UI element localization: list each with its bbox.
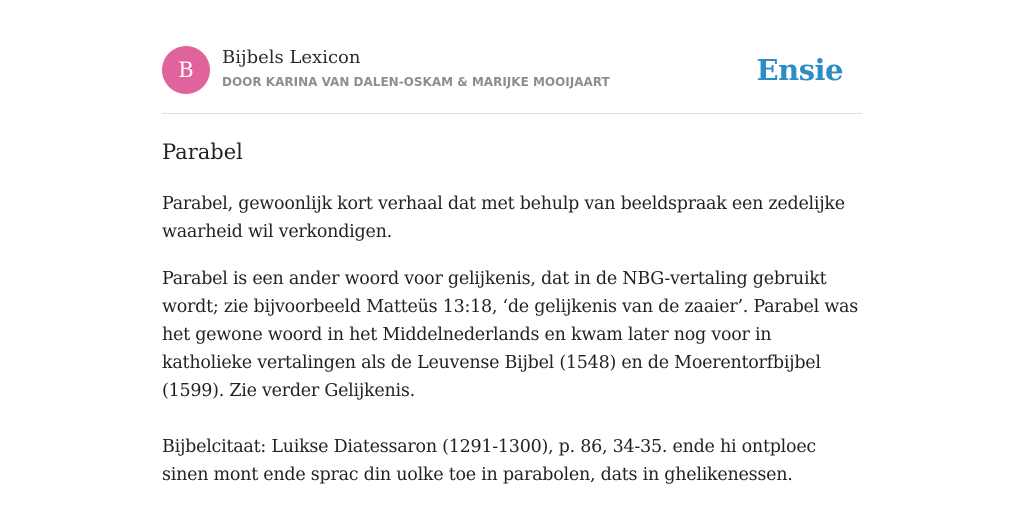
author-line: DOOR KARINA VAN DALEN-OSKAM & MARIJKE MOOIJAART xyxy=(222,75,610,89)
entry-content xyxy=(162,136,862,489)
header-divider xyxy=(162,113,862,114)
definition-paragraph: Parabel, gewoonlijk kort verhaal dat met behulp van beeldspraak een zedelijke waarheid wil verkondigen. xyxy=(162,194,845,242)
explanation-paragraph: Parabel is een ander woord voor gelijkenis, dat in de NBG-vertaling gebruikt wordt; zie bijvoorbeeld Matteüs 13:18, ‘de gelijkenis van de zaaier’. Parabel was het gewone woord in het Middelnederlands en kwam later nog voor in katholieke vertalingen als de Leuvense Bijbel (1548) en de Moerentorfbijbel (1599). Zie verder Gelijkenis. xyxy=(162,269,858,401)
quote-paragraph: Bijbelcitaat: Luikse Diatessaron (1291-1300), p. 86, 34-35. ende hi ontploec sinen mont ende sprac din uolke toe in parabolen, dats in ghelikenessen. xyxy=(162,437,816,485)
header xyxy=(162,46,862,96)
lexicon-avatar[interactable]: B xyxy=(162,46,210,94)
lexicon-title[interactable]: Bijbels Lexicon xyxy=(222,47,361,68)
ensie-logo[interactable]: Ensie xyxy=(756,53,843,87)
entry-title: Parabel xyxy=(162,140,243,164)
